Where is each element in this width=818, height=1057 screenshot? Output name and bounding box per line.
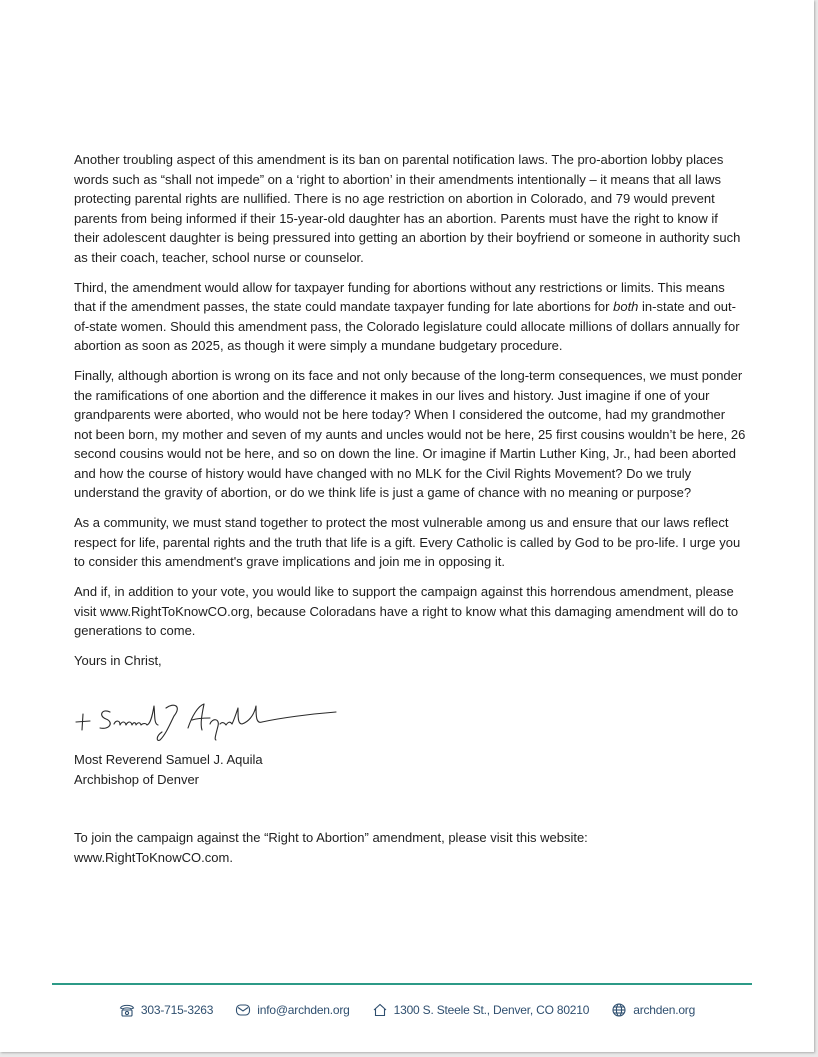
paragraph-parental-notification: Another troubling aspect of this amendment is its ban on parental notification laws. The pro-abortion lobby places words such as “shall not impede” on a ‘right to abortion’ in their amendments intentionally – it means that all laws protecting parental rights are nullified. There is no age restriction on abortion in Colorado, and 79 would prevent parents from being informed if their 15-year-old daughter has an abortion. Parents must have the right to know if their adolescent daughter is being pressured into getting an abortion by their boyfriend or someone in authority such as their coach, teacher, school nurse or counselor. [74,152,741,265]
signer-block [74,750,263,789]
campaign-line: To join the campaign against the “Right to Abortion” amendment, please visit this website: [74,830,588,845]
paragraph-community: As a community, we must stand together to protect the most vulnerable among us and ensure that our laws reflect respect for life, parental rights and the truth that life is a gift. Every Catholic is called by God to be pro-life. I urge you to consider this amendment's grave implications and join me in opposing it. [74,515,741,569]
phone-number: 303-715-3263 [140,1003,214,1017]
paragraph-campaign-support: And if, in addition to your vote, you would like to support the campaign against this horrendous amendment, please visit www.RightToKnowCO.org, because Coloradans have a right to know what this damaging amendment will do to generations to come. [74,584,739,638]
footer-website [611,1003,695,1017]
email-address: info@archden.org [257,1003,350,1017]
campaign-website: www.RightToKnowCO.com. [74,849,233,865]
phone-icon [119,1003,135,1017]
campaign-note [74,828,746,867]
paragraph-text: Third, the amendment would allow for taxpayer funding for abortions without any restrictions or limits. This means that if the amendment passes, the state could mandate taxpayer funding for late abortions for [74,279,725,314]
closing-salutation: Yours in Christ, [74,653,162,668]
street-address: 1300 S. Steele St., Denver, CO 80210 [393,1003,590,1017]
paragraph-taxpayer-funding [74,278,746,356]
footer-contact-bar [0,999,814,1021]
signer-title: Archbishop of Denver [74,771,200,787]
footer-email [235,1003,349,1017]
footer-address [372,1003,590,1017]
email-icon [235,1003,251,1017]
signer-name: Most Reverend Samuel J. Aquila [74,752,263,767]
paragraph-ramifications: Finally, although abortion is wrong on its face and not only because of the long-term consequences, we must ponder the ramifications of one abortion and the difference it makes in our lives and history. Just imagine if one of your grandparents were aborted, who would not be here today? When I considered the outcome, had my grandmother not been born, my mother and seven of my aunts and uncles would not be here, 25 first cousins wouldn’t be here, 26 second cousins would not be here, and so on down the line. Or imagine if Martin Luther King, Jr., had been aborted and how the course of history would have changed with no MLK for the Civil Rights Movement? Do we truly understand the gravity of abortion, or do we think life is just a game of chance with no meaning or purpose? [74,368,746,500]
footer-phone [119,1003,213,1017]
paragraph-text: in-state and out-of-state women. Should this amendment pass, the Colorado legislature could allocate millions of dollars annually for abortion as soon as 2025, as though it were simply a mundane budgetary procedure. [74,299,740,353]
globe-icon [611,1003,627,1017]
footer-divider [52,983,752,985]
handwritten-signature [70,694,350,744]
website-url: archden.org [633,1003,696,1017]
letter-body [74,150,746,681]
home-icon [372,1003,388,1017]
emphasis-text: both [613,299,639,314]
